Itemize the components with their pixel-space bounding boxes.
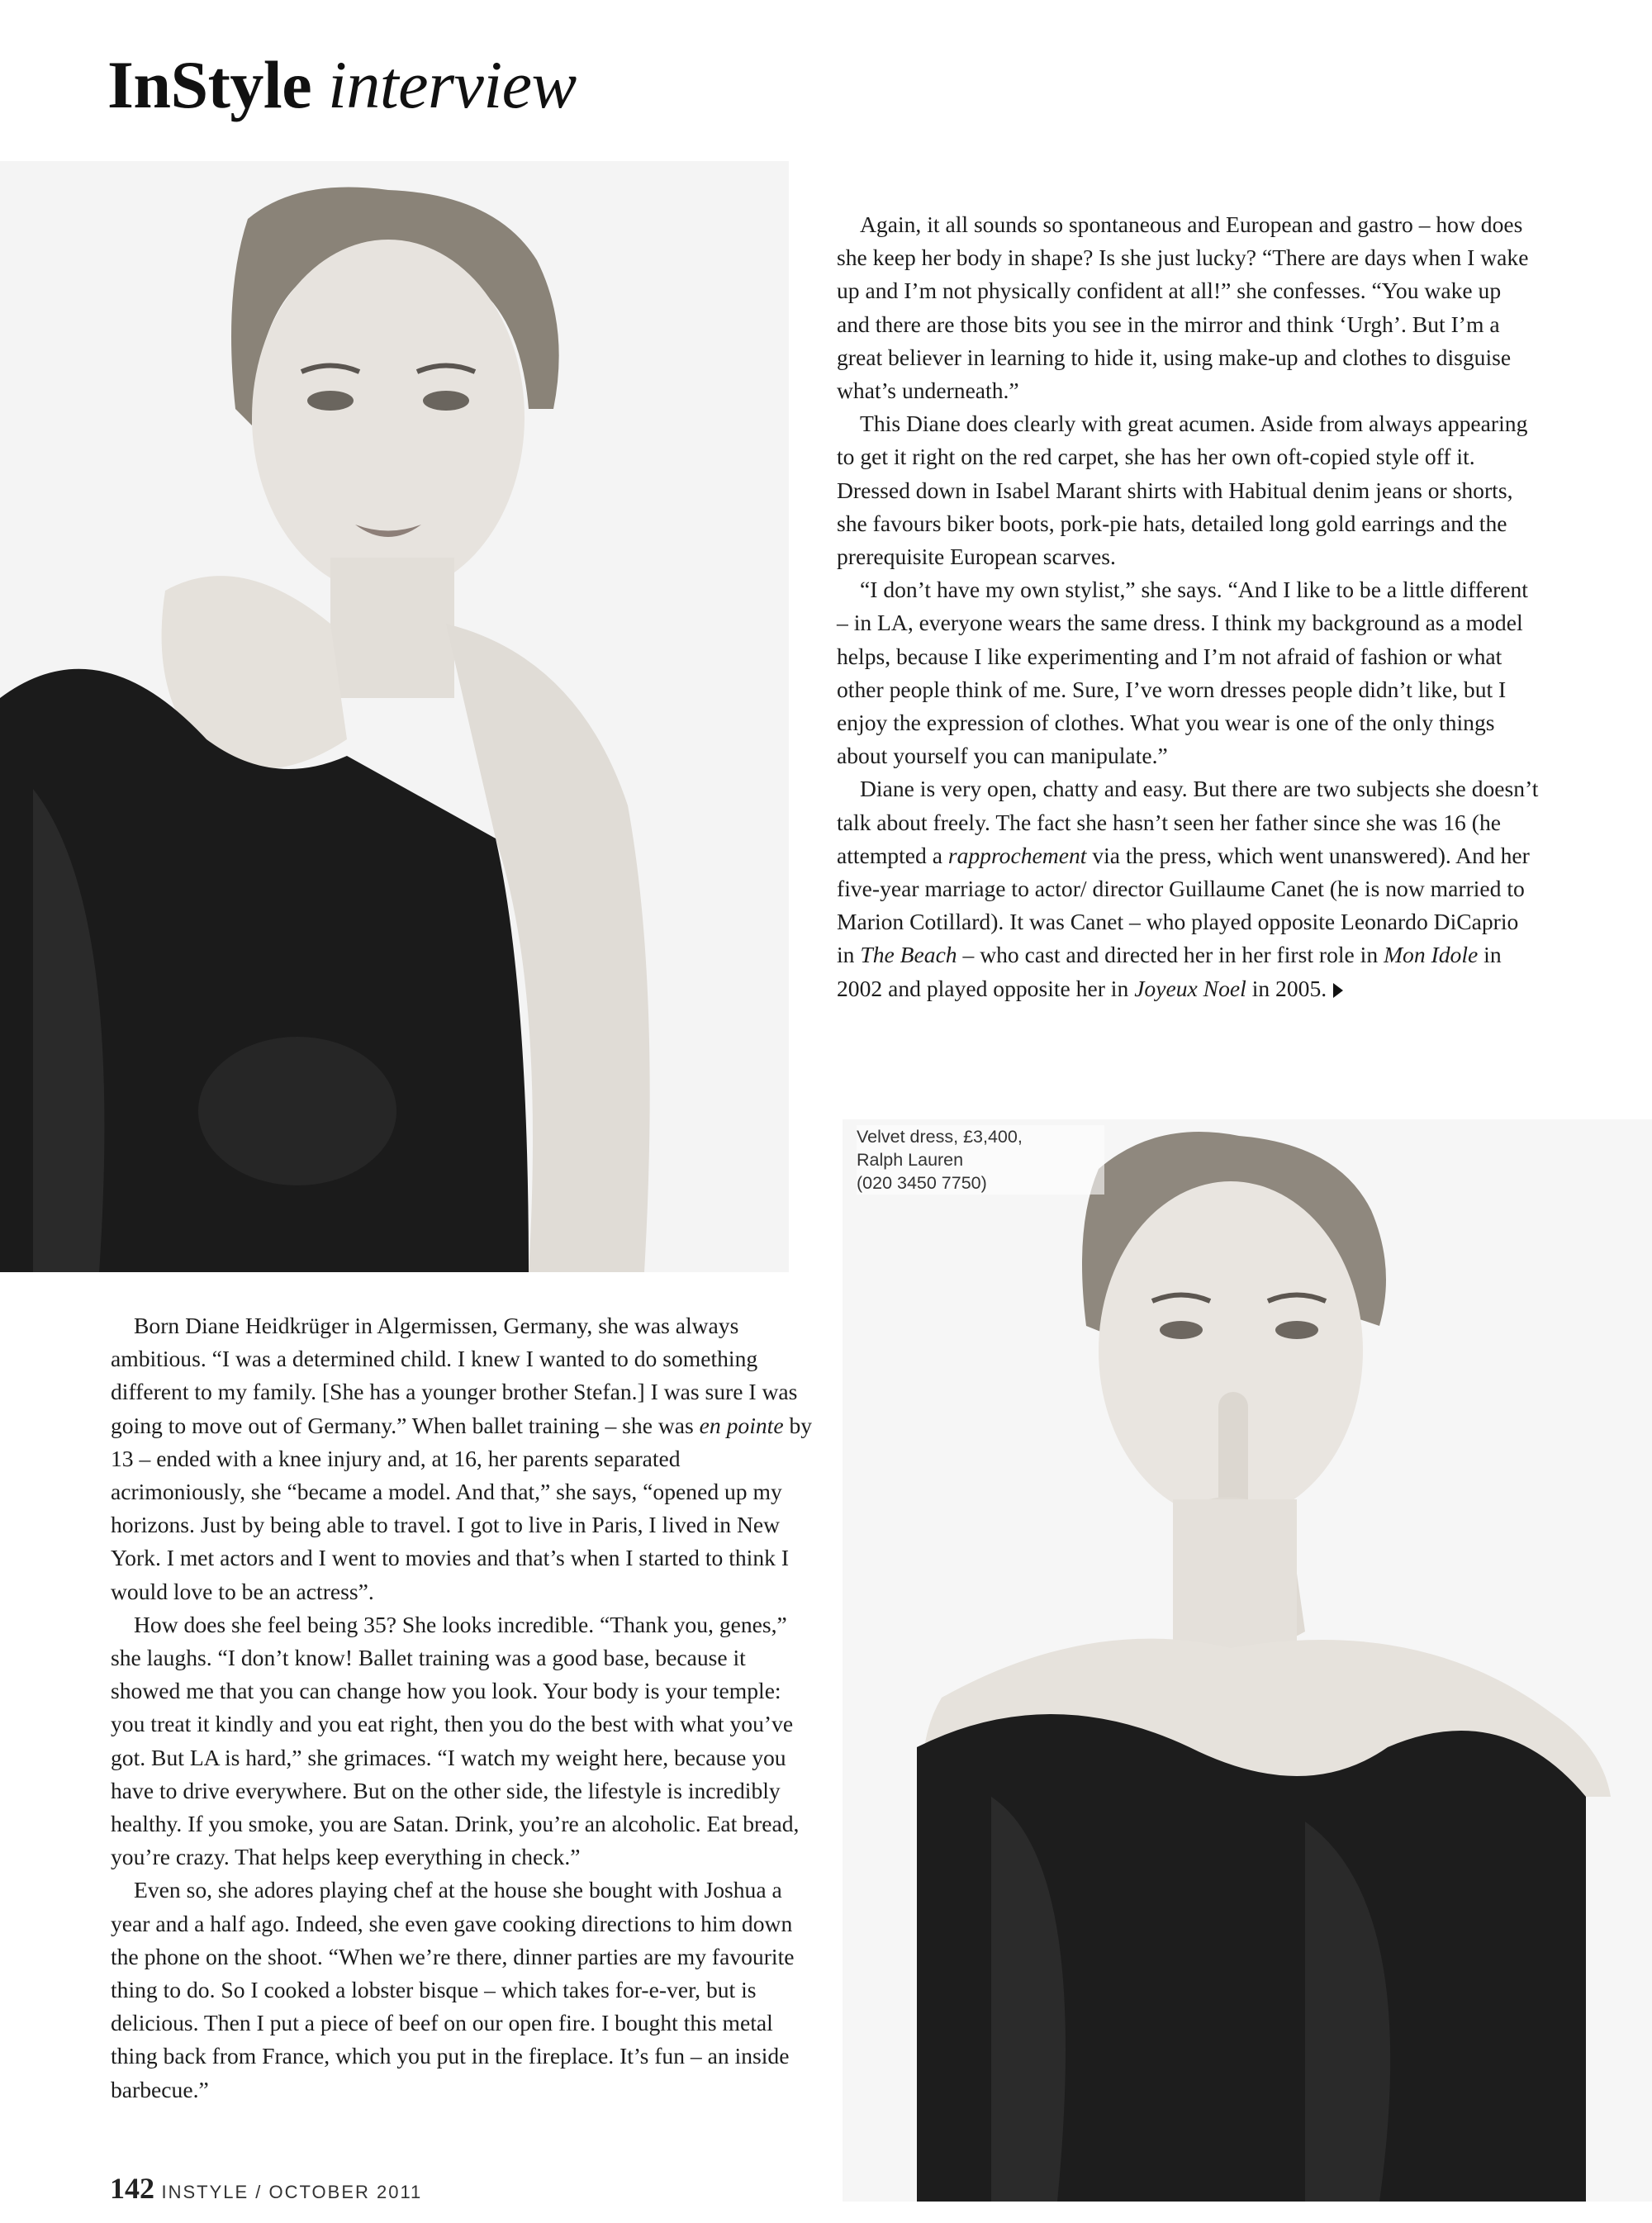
paragraph: Even so, she adores playing chef at the house she bought with Joshua a year and a half ago. Indeed, she even gave cooking directions to him down the phone on the shoot. “When we’re there, dinner parties are my favourite thing to do. So I cooked a lobster bisque – which takes for-e-ver, but is delicious. Then I put a piece of beef on our open fire. I bought this metal thing back from France, which you put in the fireplace. It’s fun – an inside barbecue.” <box>111 1877 795 2102</box>
portrait-photo-bottom <box>843 1119 1652 2202</box>
film-title: Joyeux Noel <box>1134 975 1246 1001</box>
italic-term: rapprochement <box>947 842 1087 868</box>
paragraph <box>837 772 1539 1005</box>
text-run: Diane is very open, chatty and easy. But there are two subjects she doesn’t talk about freely. The fact she hasn’t seen her father since she was 16 (he attempted a <box>837 776 1539 868</box>
portrait-illustration-bottom <box>843 1119 1652 2202</box>
caption-line: (020 3450 7750) <box>857 1173 987 1193</box>
text-run: in 2005. <box>1246 975 1327 1001</box>
text-run: via the press, which went unanswered). And her five-year marriage to actor/ director Guillaume Canet (he is now married to Marion Cotillard). It was Canet – who played opposite Leonardo DiCaprio in <box>837 842 1530 968</box>
text-run: Born Diane Heidkrüger in Algermissen, Germany, she was always ambitious. “I was a determined child. I knew I wanted to do something different to my family. [She has a younger brother Stefan.] I was sure I was going to move out of Germany.” When ballet training – she was <box>111 1313 798 1438</box>
section-label: interview <box>328 47 577 122</box>
article-column-right <box>837 208 1539 1005</box>
text-run: by 13 – ended with a knee injury and, at 16, her parents separated acrimoniously, she “became a model. And that,” she says, “opened up my horizons. Just by being able to travel. I got to live in Paris, I lived in New York. I met actors and I went to movies and that’s when I started to think I would love to be an actress”. <box>111 1412 813 1604</box>
film-title: The Beach <box>860 942 957 968</box>
issue-label: INSTYLE / OCTOBER 2011 <box>161 2182 423 2202</box>
portrait-photo-top <box>0 161 789 1272</box>
photo-caption <box>857 1125 1104 1195</box>
paragraph: How does she feel being 35? She looks incredible. “Thank you, genes,” she laughs. “I don’t know! Ballet training was a good base, because it showed me that you can change how you look. Your body is your temple: you treat it kindly and you eat right, then you do the best with what you’ve got. But LA is hard,” she grimaces. “I watch my weight here, because you have to drive everywhere. But on the other side, the lifestyle is incredibly healthy. If you smoke, you are Satan. Drink, you’re an alcoholic. Eat bread, you’re crazy. That helps keep everything in check.” <box>111 1611 800 1870</box>
caption-line: Velvet dress, £3,400, <box>857 1127 1023 1147</box>
page-footer <box>110 2171 422 2206</box>
text-run: – who cast and directed her in her first role in <box>957 942 1384 968</box>
continue-arrow-icon <box>1333 983 1343 998</box>
paragraph: Again, it all sounds so spontaneous and European and gastro – how does she keep her body in shape? Is she just lucky? “There are days when I wake up and I’m not physically confident at all!” she confesses. “You wake up and there are those bits you see in the mirror and think ‘Urgh’. But I’m a great believer in learning to hide it, using make-up and clothes to disguise what’s underneath.” <box>837 211 1529 404</box>
italic-term: en pointe <box>699 1412 784 1438</box>
paragraph: “I don’t have my own stylist,” she says. “And I like to be a little different – in LA, everyone wears the same dress. I think my background as a model helps, because I like experimenting and I’m not afraid of fashion or what other people think of me. Sure, I’ve worn dresses people didn’t like, but I enjoy the expression of clothes. What you wear is one of the only things about yourself you can manipulate.” <box>837 577 1528 769</box>
caption-line: Ralph Lauren <box>857 1150 964 1170</box>
paragraph <box>111 1309 817 1608</box>
magazine-brand: InStyle <box>107 47 312 122</box>
portrait-illustration-top <box>0 161 789 1272</box>
page-title <box>107 47 577 122</box>
article-column-left <box>111 1309 817 2107</box>
page-number: 142 <box>110 2172 154 2205</box>
film-title: Mon Idole <box>1384 942 1479 968</box>
text-run: in 2002 and played opposite her in <box>837 942 1502 1001</box>
paragraph: This Diane does clearly with great acumen. Aside from always appearing to get it right on the red carpet, she has her own oft-copied style off it. Dressed down in Isabel Marant shirts with Habitual denim jeans or shorts, she favours biker boots, pork-pie hats, detailed long gold earrings and the prerequisite European scarves. <box>837 411 1528 570</box>
